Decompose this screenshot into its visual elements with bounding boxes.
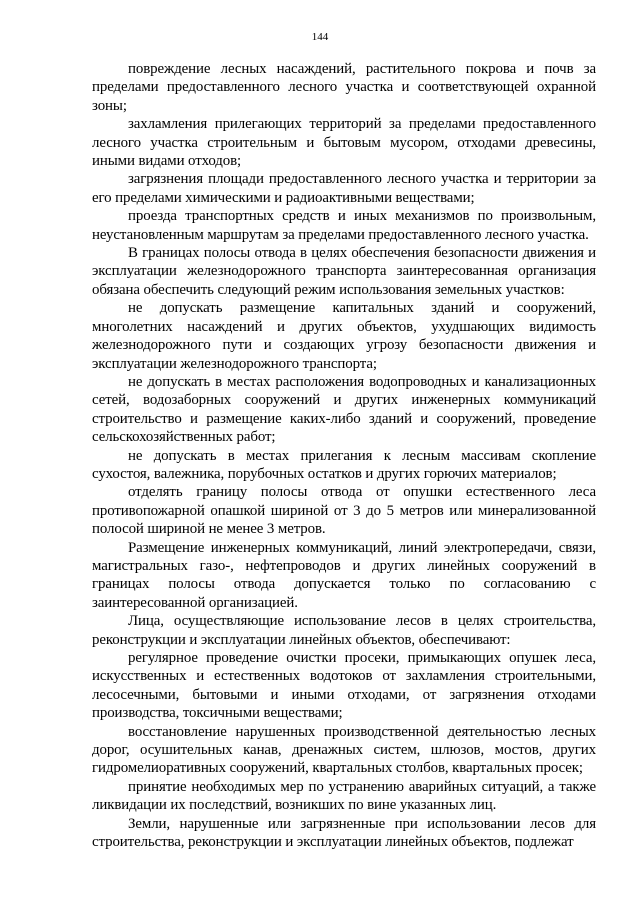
paragraph: Лица, осуществляющие использование лесов в целях строительства, реконструкции и эксплуатации линейных объектов, обеспечивают:: [92, 613, 596, 648]
paragraph: Размещение инженерных коммуникаций, линий электропередачи, связи, магистральных газо-, нефтепроводов и других линейных сооружений в границах полосы отвода допускается только по согласованию с заинтересованной организацией.: [92, 539, 596, 611]
paragraph: не допускать в местах прилегания к лесным массивам скопление сухостоя, валежника, порубочных остатков и других горючих материалов;: [92, 447, 596, 482]
paragraph: повреждение лесных насаждений, растительного покрова и почв за пределами предоставленного лесного участка и соответствующей охранной зоны;: [92, 61, 596, 114]
paragraph: проезда транспортных средств и иных механизмов по произвольным, неустановленным маршрутам за пределами предоставленного лесного участка.: [92, 208, 596, 243]
page-number: 144: [311, 31, 329, 43]
paragraph: восстановление нарушенных производственной деятельностью лесных дорог, осушительных канав, дренажных систем, шлюзов, мостов, других гидромелиоративных сооружений, квартальных столбов, квартальных просек;: [92, 723, 596, 777]
paragraph: Земли, нарушенные или загрязненные при использовании лесов для строительства, реконструкции и эксплуатации линейных объектов, подлежат: [92, 815, 596, 851]
document-body: [92, 60, 596, 851]
paragraph: регулярное проведение очистки просеки, примыкающих опушек леса, искусственных и естественных водотоков от захламления строительными, лесосечными, бытовыми и иными отходами, от загрязнения отходами производства, токсичными веществами;: [92, 650, 596, 722]
paragraph: В границах полосы отвода в целях обеспечения безопасности движения и эксплуатации железнодорожного транспорта заинтересованная организация обязана обеспечить следующий режим использования земельных участков:: [92, 245, 596, 298]
paragraph: не допускать размещение капитальных зданий и сооружений, многолетних насаждений и других объектов, ухудшающих видимость железнодорожного пути и создающих угрозу безопасности движения и эксплуатации железнодорожного транспорта;: [92, 300, 596, 372]
paragraph: принятие необходимых мер по устранению аварийных ситуаций, а также ликвидации их последствий, возникших по вине указанных лиц.: [92, 778, 596, 814]
paragraph: не допускать в местах расположения водопроводных и канализационных сетей, водозаборных сооружений и других инженерных коммуникаций строительство и размещение каких-либо зданий и сооружений, проведение сельскохозяйственных работ;: [92, 373, 596, 446]
paragraph: захламления прилегающих территорий за пределами предоставленного лесного участка строительным и бытовым мусором, отходами древесины, иными видами отходов;: [92, 116, 596, 170]
paragraph: отделять границу полосы отвода от опушки естественного леса противопожарной опашкой шириной от 3 до 5 метров или минерализованной полосой шириной не менее 3 метров.: [92, 484, 596, 538]
paragraph: загрязнения площади предоставленного лесного участка и территории за его пределами химическими и радиоактивными веществами;: [92, 171, 596, 206]
